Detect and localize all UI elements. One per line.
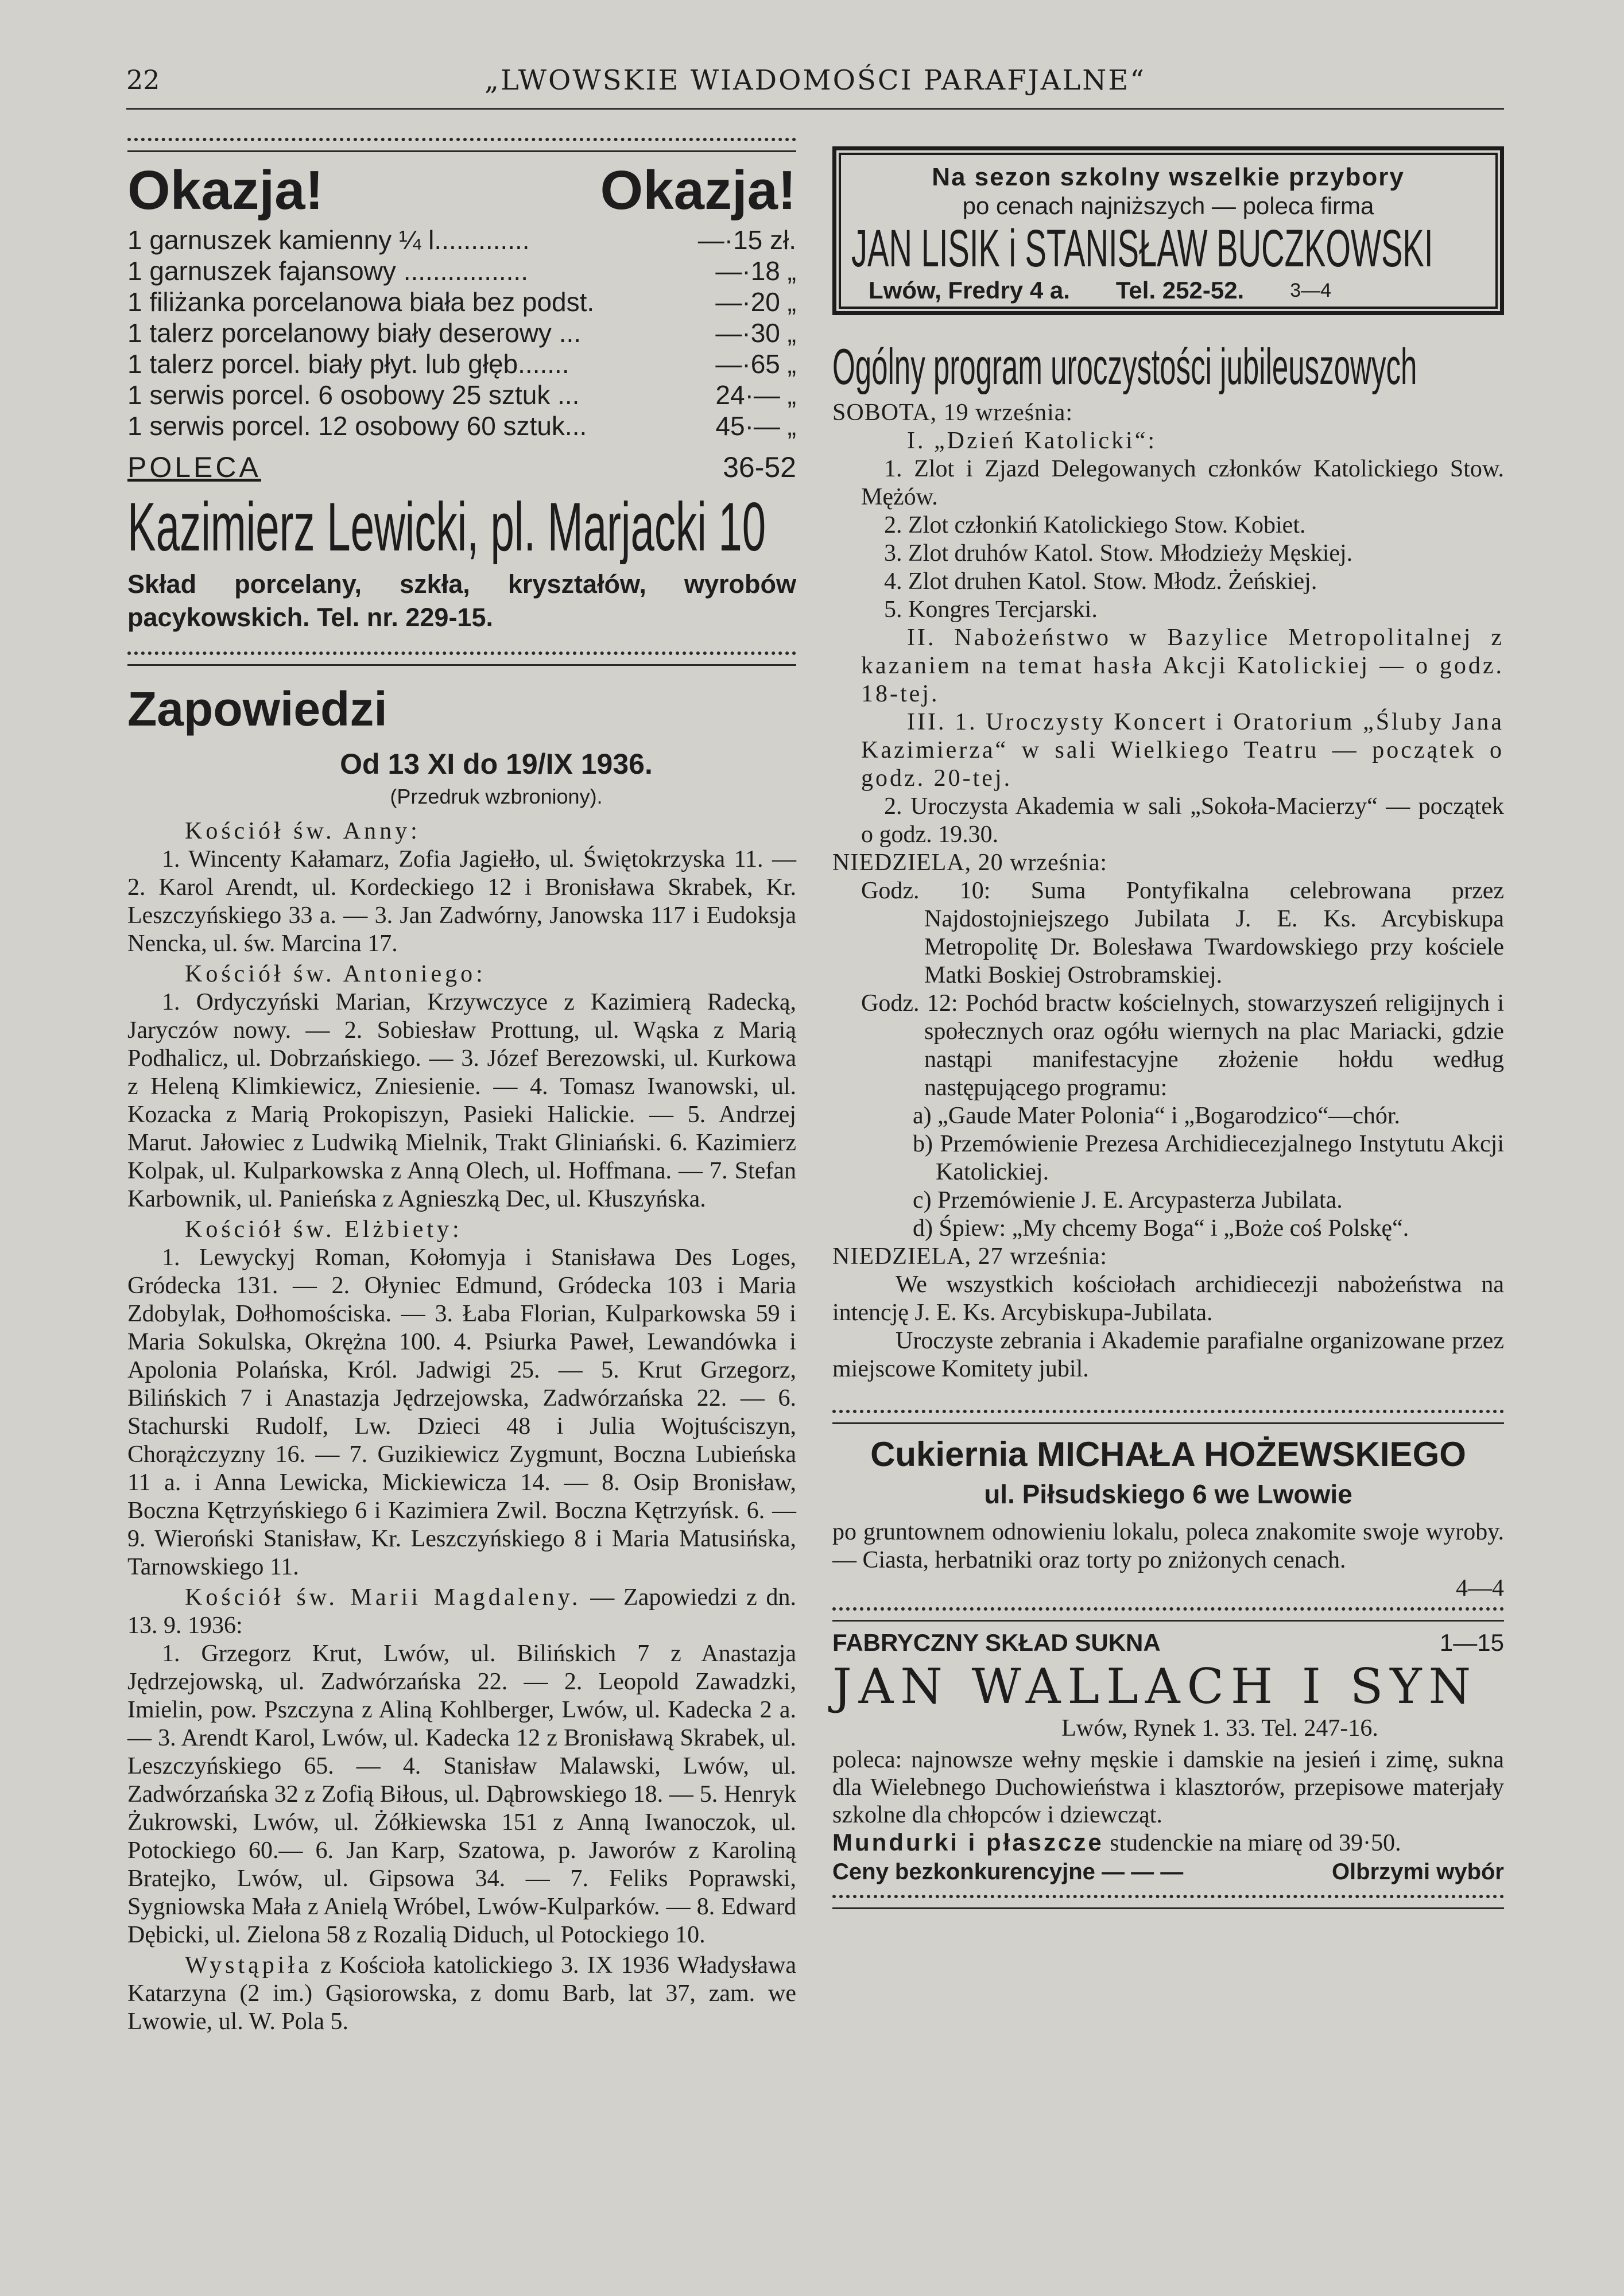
saturday-item: 2. Uroczysta Akademia w sali „Sokoła-Macierzy“ — początek o godz. 19.30. bbox=[861, 793, 1504, 848]
church-name: Kościół św. Antoniego: bbox=[185, 961, 486, 987]
ornament-divider bbox=[127, 651, 796, 666]
price-item-text: 1 filiżanka porcelanowa biała bez podst. bbox=[127, 287, 595, 317]
price-item-text: 1 serwis porcel. 12 osobowy 60 sztuk... bbox=[127, 411, 587, 441]
price-item-text: 1 talerz porcelanowy biały deserowy ... bbox=[127, 318, 582, 348]
saturday-item: 1. Zlot i Zjazd Delegowanych członków Katolickiego Stow. Mężów. bbox=[861, 456, 1504, 510]
wallach-text: poleca: najnowsze wełny męskie i damskie na jesień i zimę, sukna dla Wielebnego Duchowieństwa i klasztorów, przepisowe materjały szkolne dla chłopców i dziewcząt. bbox=[832, 1747, 1504, 1828]
saturday-item: 4. Zlot druhen Katol. Stow. Młodz. Żeńskiej. bbox=[884, 568, 1317, 595]
sunday27-heading: NIEDZIELA, 27 września: bbox=[832, 1243, 1108, 1270]
church-section bbox=[127, 1952, 796, 2036]
page-number: 22 bbox=[126, 64, 160, 95]
left-column bbox=[127, 138, 796, 2036]
lewicki-description: Skład porcelany, szkła, kryształów, wyrobów pacykowskich. Tel. nr. 229-15. bbox=[127, 569, 796, 632]
church-section bbox=[127, 1216, 796, 1244]
cukiernia-ad bbox=[832, 1432, 1504, 1603]
church-name: Kościół św. Anny: bbox=[185, 818, 421, 844]
wallach-label: FABRYCZNY SKŁAD SUKNA bbox=[832, 1629, 1161, 1656]
price-list-row bbox=[127, 348, 796, 379]
program-subitem: b) Przemówienie Prezesa Archidiecezjalnego Instytutu Akcji Katolickiej. bbox=[913, 1131, 1504, 1185]
okazja-title-left: Okazja! bbox=[127, 160, 324, 221]
lisik-tel: Tel. 252-52. bbox=[1115, 277, 1245, 304]
price-item-price: 24·— „ bbox=[715, 380, 796, 410]
wallach-mundurki-rest: studenckie na miarę od 39·50. bbox=[1103, 1830, 1401, 1856]
price-list-row bbox=[127, 410, 796, 441]
program-subitem: d) Śpiew: „My chcemy Boga“ i „Boże coś Polskę“. bbox=[913, 1215, 1409, 1242]
page-title: „LWOWSKIE WIADOMOŚCI PARAFJALNE“ bbox=[485, 64, 1146, 96]
church-section bbox=[127, 817, 796, 846]
church-heading-rest: — Zapowiedzi z dn. 13. 9. 1936: bbox=[127, 1584, 797, 1639]
price-item-price: —·65 „ bbox=[715, 349, 796, 379]
ornament-divider bbox=[832, 1410, 1504, 1424]
wallach-wybor: Olbrzymi wybór bbox=[1331, 1859, 1504, 1884]
saturday-item: 2. Zlot członkiń Katolickiego Stow. Kobiet. bbox=[884, 512, 1306, 538]
church-section bbox=[127, 1584, 796, 1640]
church-heading-rest: z Kościoła katolickiego 3. IX 1936 Władysława Katarzyna (2 im.) Gąsiorowska, z domu Barb, lat 37, zam. we Lwowie, ul. W. Pola 5. bbox=[127, 1952, 796, 2035]
price-list-row bbox=[127, 255, 796, 286]
church-banns-text: 1. Grzegorz Krut, Lwów, ul. Bilińskich 7 z Anastazja Jędrzejowską, ul. Zadwórzańska 22. — 2. Leopold Zawadzki, Imielin, pow. Pszczyna z Aliną Kohlberger, Lwów, ul. Kadecka 2 a. — 3. Arendt Karol, Lwów, ul. Kadecka 12 z Bronisławą Skrabek, ul. Leszczyńskiego 65. — 4. Stanisław Malawski, Lwów, ul. Zadwórzańska 32 z Zofią Biłous, ul. Dąbrowskiego 18. — 5. Henryk Żukrowski, Lwów, ul. Żółkiewska 151 z Anną Iwanoczok, ul. Potockiego 60.— 6. Jan Karp, Szatowa, p. Jaworów z Karoliną Bratejko, Lwów, ul. Gipsowa 34. — 7. Feliks Poprawski, Sygniowska Mała z Anielą Wróbel, Lwów-Kulparków. — 8. Edward Dębicki, ul. Zielona 58 z Rozalią Diduch, ul Potockiego 10. bbox=[127, 1640, 796, 1948]
saturday-item: I. „Dzień Katolicki“: bbox=[907, 428, 1157, 454]
page-header bbox=[126, 62, 1504, 110]
cukiernia-title: Cukiernia MICHAŁA HOŻEWSKIEGO bbox=[870, 1435, 1466, 1473]
church-banns-text: 1. Lewyckyj Roman, Kołomyja i Stanisława Des Loges, Gródecka 131. — 2. Ołyniec Edmund, Gródecka 103 i Maria Zdobylak, Dołhomościska. — 3. Łaba Florian, Kulparkowska 59 i Maria Sokulska, Okrężna 100. 4. Psiurka Paweł, Lewandówka i Apolonia Polańska, Król. Jadwigi 25. — 5. Krut Grzegorz, Bilińskich 7 i Anastazja Jędrzejowska, Zadwórzańska 22. — 6. Stachurski Rudolf, Lw. Dzieci 48 i Julia Wojtuściszyn, Chorążczyzny 16. — 7. Guzikiewicz Zygmunt, Boczna Lubieńska 11 a. i Anna Lewicka, Mickiewicza 14. — 8. Osip Bronisław, Boczna Kętrzyńskiego 6 i Kazimiera Zwil. Boczna Kętrzyńsk. 6. — 9. Wieroński Stanisław, Kr. Leszczyńskiego 8 i Maria Matusińska, Tarnowskiego 11. bbox=[127, 1244, 796, 1580]
wallach-ceny: Ceny bezkonkurencyjne — — — bbox=[832, 1859, 1184, 1884]
sunday-godz-10: Godz. 10: Suma Pontyfikalna celebrowana przez Najdostojniejszego Jubilata J. E. Ks. Arcybiskupa Metropolitę Dr. Bolesława Twardowskiego przy kościele Matki Boskiej Ostrobramskiej. bbox=[861, 878, 1504, 988]
zapowiedzi-title: Zapowiedzi bbox=[127, 682, 387, 736]
price-item-price: —·20 „ bbox=[715, 287, 796, 317]
lisik-code: 3—4 bbox=[1290, 280, 1332, 301]
program-subitem: c) Przemówienie J. E. Arcypasterza Jubilata. bbox=[913, 1187, 1343, 1213]
zapowiedzi-section bbox=[127, 677, 796, 2036]
price-item-price: —·15 zł. bbox=[697, 225, 796, 255]
wallach-firm-name: JAN WALLACH I SYN bbox=[832, 1658, 1478, 1715]
church-name: Kościół św. Marii Magdaleny. bbox=[185, 1584, 582, 1611]
price-list-row bbox=[127, 379, 796, 410]
church-banns-text: 1. Wincenty Kałamarz, Zofia Jagiełło, ul. Świętokrzyska 11. — 2. Karol Arendt, ul. Kordeckiego 12 i Bronisława Skrabek, Kr. Leszczyńskiego 33 a. — 3. Jan Zadwórny, Janowska 117 i Eudoksja Nencka, ul. św. Marcina 17. bbox=[127, 846, 796, 957]
ornament-divider bbox=[832, 1895, 1504, 1909]
sunday20-heading: NIEDZIELA, 20 września: bbox=[832, 850, 1108, 876]
church-name: Wystąpiła bbox=[185, 1952, 312, 1979]
program-subitem: a) „Gaude Mater Polonia“ i „Bogarodzico“—chór. bbox=[913, 1103, 1401, 1129]
lisik-address: Lwów, Fredry 4 a. bbox=[869, 277, 1070, 304]
cukiernia-address: ul. Piłsudskiego 6 we Lwowie bbox=[984, 1479, 1352, 1509]
saturday-items bbox=[832, 427, 1504, 849]
saturday-item: 5. Kongres Tercjarski. bbox=[884, 596, 1098, 623]
saturday-item: 3. Zlot druhów Katol. Stow. Młodzieży Męskiej. bbox=[884, 540, 1353, 567]
okazja-ad bbox=[127, 159, 796, 634]
program-title: Ogólny program uroczystości jubileuszowych bbox=[832, 339, 1417, 394]
price-list-row bbox=[127, 317, 796, 348]
church-banns-text: 1. Ordyczyński Marian, Krzywczyce z Kazimierą Radecką, Jaryczów nowy. — 2. Sobiesław Prottung, ul. Wąska z Marią Podhalicz, ul. Dobrzańskiego. — 3. Józef Berezowski, ul. Kurkowa z Heleną Klimkiewicz, Zniesienie. — 4. Tomasz Iwanowski, ul. Kozacka z Marią Prokopiszyn, Pasieki Halickie. — 5. Andrzej Marut. Jałowiec z Ludwiką Mielnik, Trakt Gliniański. 6. Kazimierz Kolpak, ul. Kulparkowska z Anną Olech, ul. Hoffmana. — 7. Stefan Karbownik, ul. Panieńska z Agnieszką Dec, ul. Kłuszyńska. bbox=[127, 989, 796, 1212]
price-item-price: —·18 „ bbox=[715, 256, 796, 286]
cukiernia-code: 4—4 bbox=[1456, 1575, 1504, 1601]
ornament-divider bbox=[127, 138, 796, 152]
zapowiedzi-list bbox=[127, 817, 796, 2036]
cukiernia-text: po gruntownem odnowieniu lokalu, poleca znakomite swoje wyroby. — Ciasta, herbatniki oraz torty po zniżonych cenach. bbox=[832, 1519, 1504, 1573]
wallach-code: 1—15 bbox=[1439, 1629, 1504, 1656]
sunday-godz-12: Godz. 12: Pochód bractw kościelnych, stowarzyszeń religijnych i społecznych oraz ogółu wiernych na plac Mariacki, gdzie nastąpi manifestacyjne złożenie hołdu według następującego programu: bbox=[861, 990, 1504, 1101]
church-name: Kościół św. Elżbiety: bbox=[185, 1216, 463, 1243]
program-body bbox=[832, 399, 1504, 1383]
wallach-ad bbox=[832, 1627, 1504, 1887]
lisik-line2: po cenach najniższych — poleca firma bbox=[962, 192, 1374, 219]
lisik-firm-name: JAN LISIK i STANISŁAW BUCZKOWSKI bbox=[851, 220, 1433, 277]
price-list-row bbox=[127, 224, 796, 255]
lisik-ad bbox=[832, 146, 1504, 315]
sunday27-paragraph2: Uroczyste zebrania i Akademie parafialne organizowane przez miejscowe Komitety jubil. bbox=[832, 1328, 1504, 1382]
price-item-text: 1 talerz porcel. biały płyt. lub głęb....... bbox=[127, 349, 569, 379]
zapowiedzi-note: (Przedruk wzbroniony). bbox=[390, 785, 603, 808]
price-list-row bbox=[127, 286, 796, 317]
okazja-code: 36-52 bbox=[723, 451, 796, 483]
church-section bbox=[127, 960, 796, 988]
wallach-mundurki: Mundurki i płaszcze bbox=[832, 1829, 1104, 1856]
okazja-title-right: Okazja! bbox=[600, 160, 796, 221]
right-column bbox=[832, 146, 1504, 1909]
program-subitems bbox=[832, 1102, 1504, 1243]
okazja-price-list bbox=[127, 224, 796, 441]
sunday27-paragraph1: We wszystkich kościołach archidiecezji nabożeństwa na intencję J. E. Ks. Arcybiskupa-Jubilata. bbox=[832, 1271, 1504, 1326]
lisik-line1: Na sezon szkolny wszelkie przybory bbox=[932, 163, 1405, 191]
poleca-label: POLECA bbox=[127, 451, 261, 483]
ornament-divider bbox=[832, 1607, 1504, 1622]
zapowiedzi-date: Od 13 XI do 19/IX 1936. bbox=[340, 748, 653, 780]
price-item-price: 45·— „ bbox=[715, 411, 796, 441]
saturday-item: III. 1. Uroczysty Koncert i Oratorium „Śluby Jana Kazimierza“ w sali Wielkiego Teatru — początek o godz. 20-tej. bbox=[861, 709, 1504, 792]
price-item-text: 1 garnuszek kamienny ¼ l............. bbox=[127, 225, 530, 255]
saturday-item: II. Nabożeństwo w Bazylice Metropolitalnej z kazaniem na temat hasła Akcji Katolickiej — o godz. 18-tej. bbox=[861, 625, 1504, 707]
lewicki-firm-name: Kazimierz Lewicki, pl. Marjacki 10 bbox=[127, 490, 766, 564]
wallach-address: Lwów, Rynek 1. 33. Tel. 247-16. bbox=[1061, 1715, 1378, 1742]
price-item-price: —·30 „ bbox=[715, 318, 796, 348]
price-item-text: 1 serwis porcel. 6 osobowy 25 sztuk ... bbox=[127, 380, 580, 410]
price-item-text: 1 garnuszek fajansowy ................. bbox=[127, 256, 528, 286]
saturday-heading: SOBOTA, 19 września: bbox=[832, 400, 1073, 426]
